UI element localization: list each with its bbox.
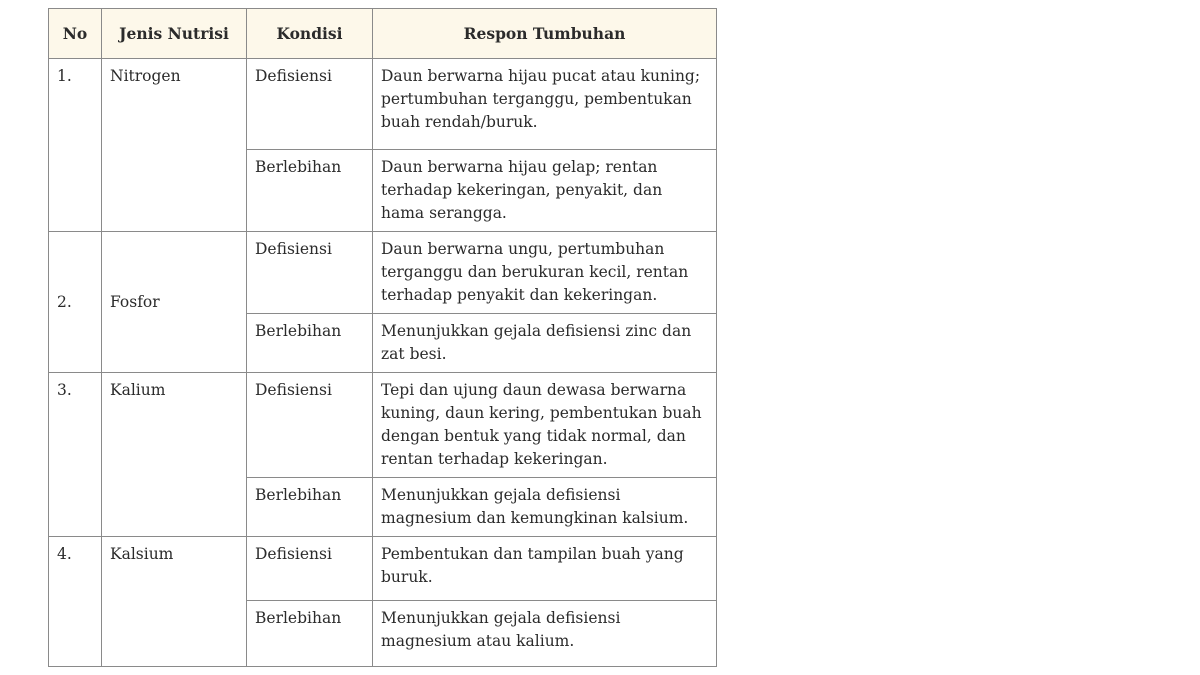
header-condition: Kondisi — [247, 9, 373, 59]
condition-cell: Defisiensi — [247, 537, 373, 601]
row-number: 4. — [49, 537, 102, 667]
nutrient-name: Kalium — [102, 373, 247, 537]
condition-cell: Defisiensi — [247, 59, 373, 150]
response-cell: Tepi dan ujung daun dewasa berwarna kuning, daun kering, pembentukan buah dengan bentuk yang tidak normal, dan rentan terhadap kekeringan. — [373, 373, 717, 478]
table-row — [49, 232, 717, 314]
nutrient-name: Kalsium — [102, 537, 247, 667]
header-no: No — [49, 9, 102, 59]
condition-cell: Defisiensi — [247, 373, 373, 478]
response-cell: Pembentukan dan tampilan buah yang buruk. — [373, 537, 717, 601]
row-number: 2. — [49, 232, 102, 373]
response-cell: Daun berwarna ungu, pertumbuhan terganggu dan berukuran kecil, rentan terhadap penyakit dan kekeringan. — [373, 232, 717, 314]
row-number: 1. — [49, 59, 102, 232]
table-row — [49, 59, 717, 150]
header-nutrient-type: Jenis Nutrisi — [102, 9, 247, 59]
response-cell: Menunjukkan gejala defisiensi magnesium atau kalium. — [373, 601, 717, 667]
table-row — [49, 537, 717, 601]
condition-cell: Berlebihan — [247, 150, 373, 232]
nutrient-name: Fosfor — [102, 232, 247, 373]
condition-cell: Berlebihan — [247, 601, 373, 667]
nutrient-table — [48, 8, 717, 667]
response-cell: Daun berwarna hijau pucat atau kuning; pertumbuhan terganggu, pembentukan buah rendah/buruk. — [373, 59, 717, 150]
table-row — [49, 373, 717, 478]
response-cell: Daun berwarna hijau gelap; rentan terhadap kekeringan, penyakit, dan hama serangga. — [373, 150, 717, 232]
row-number: 3. — [49, 373, 102, 537]
nutrient-name: Nitrogen — [102, 59, 247, 232]
condition-cell: Berlebihan — [247, 314, 373, 373]
condition-cell: Defisiensi — [247, 232, 373, 314]
condition-cell: Berlebihan — [247, 478, 373, 537]
response-cell: Menunjukkan gejala defisiensi zinc dan zat besi. — [373, 314, 717, 373]
header-plant-response: Respon Tumbuhan — [373, 9, 717, 59]
response-cell: Menunjukkan gejala defisiensi magnesium dan kemungkinan kalsium. — [373, 478, 717, 537]
table-header-row — [49, 9, 717, 59]
